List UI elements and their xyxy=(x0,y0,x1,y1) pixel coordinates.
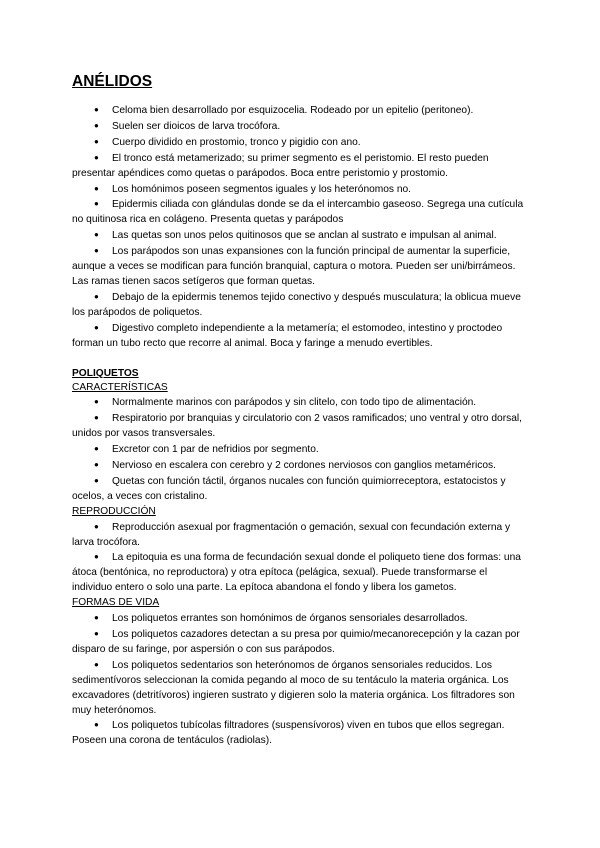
list-item xyxy=(72,550,530,596)
list-item xyxy=(72,244,530,290)
bullet-icon: ● xyxy=(94,521,99,531)
list-item-text: Digestivo completo independiente a la metamería; el estomodeo, intestino y proctodeo forman un tubo recto que recorre al animal. Boca y faringe a menudo evertibles. xyxy=(72,322,503,349)
list-item xyxy=(72,442,530,458)
caracteristicas-list xyxy=(72,395,530,504)
list-item-text: Los poliquetos sedentarios son heterónomos de órganos sensoriales reducidos. Los sedimentívoros seleccionan la comida pegando al moco de su tentáculo la materia orgánica. Los excavadores (detritívoros) ingieren sustrato y digieren solo la materia orgánica. Los filtradores son muy heterónomos. xyxy=(72,659,515,716)
bullet-icon: ● xyxy=(94,397,99,407)
page-title: ANÉLIDOS xyxy=(72,73,153,90)
bullet-icon: ● xyxy=(94,105,99,114)
bullet-icon: ● xyxy=(94,413,99,423)
list-item-text: Excretor con 1 par de nefridios por segmento. xyxy=(112,444,319,456)
list-item xyxy=(72,290,530,321)
list-item-text: Normalmente marinos con parápodos y sin clitelo, con todo tipo de alimentación. xyxy=(112,397,477,409)
list-item xyxy=(72,474,530,505)
bullet-icon: ● xyxy=(94,613,99,623)
list-item-text: Los poliquetos errantes son homónimos de órganos sensoriales desarrollados. xyxy=(112,613,468,625)
bullet-icon: ● xyxy=(94,199,99,209)
bullet-icon: ● xyxy=(94,552,99,562)
bullet-icon: ● xyxy=(94,444,99,454)
list-item-text: Reproducción asexual por fragmentación o gemación, sexual con fecundación externa y larva trocófora. xyxy=(72,521,511,548)
list-item-text: Respiratorio por branquias y circulatorio con 2 vasos ramificados; uno ventral y otro dorsal, unidos por vasos transversales. xyxy=(72,413,522,440)
bullet-icon: ● xyxy=(94,291,99,301)
list-item-text: Suelen ser dioicos de larva trocófora. xyxy=(112,120,281,132)
bullet-icon: ● xyxy=(94,136,99,146)
list-item xyxy=(72,458,530,474)
bullet-icon: ● xyxy=(94,460,99,470)
bullet-icon: ● xyxy=(94,246,99,256)
subheading-formas-de-vida: FORMAS DE VIDA xyxy=(72,597,160,609)
list-item xyxy=(72,658,530,719)
list-item-text: Celoma bien desarrollado por esquizocelia. Rodeado por un epitelio (peritoneo). xyxy=(112,105,474,116)
reproduccion-list xyxy=(72,520,530,597)
list-item xyxy=(72,103,530,119)
list-item-text: Las quetas son unos pelos quitinosos que se anclan al sustrato e impulsan al animal. xyxy=(112,230,497,242)
list-item xyxy=(72,321,530,352)
list-item-text: Debajo de la epidermis tenemos tejido conectivo y después musculatura; la oblicua mueve los parápodos de poliquetos. xyxy=(72,291,521,318)
section-gap xyxy=(72,352,530,366)
section-heading-poliquetos: POLIQUETOS xyxy=(72,367,139,379)
list-item-text: Quetas con función táctil, órganos nucales con función quimiorreceptora, estatocistos y ocelos, a veces con cristalino. xyxy=(72,475,506,502)
bullet-icon: ● xyxy=(94,720,99,730)
list-item xyxy=(72,627,530,658)
bullet-icon: ● xyxy=(94,230,99,240)
list-item xyxy=(72,395,530,411)
list-item-text: Los parápodos son unas expansiones con la función principal de aumentar la superficie, aunque a veces se modifican para función branquial, captura o motora. Pueden ser uni/birrámeos. Las ramas tienen sacos setígeros que forman quetas. xyxy=(72,246,516,287)
list-item xyxy=(72,228,530,244)
intro-list xyxy=(72,103,530,352)
list-item-text: Epidermis ciliada con glándulas donde se da el intercambio gaseoso. Segrega una cutícula no quitinosa rica en colágeno. Presenta quetas y parápodos xyxy=(72,199,524,226)
bullet-icon: ● xyxy=(94,475,99,485)
bullet-icon: ● xyxy=(94,322,99,332)
list-item xyxy=(72,182,530,198)
list-item xyxy=(72,411,530,442)
list-item-text: Los poliquetos tubícolas filtradores (suspensívoros) viven en tubos que ellos segregan. Poseen una corona de tentáculos (radiolas). xyxy=(72,720,505,747)
list-item-text: Los homónimos poseen segmentos iguales y los heterónomos no. xyxy=(112,183,412,195)
list-item-text: Cuerpo dividido en prostomio, tronco y pigidio con ano. xyxy=(112,136,361,148)
list-item xyxy=(72,718,530,749)
formas-de-vida-list xyxy=(72,611,530,749)
subheading-reproduccion: REPRODUCCIÓN xyxy=(72,505,156,517)
list-item-text: El tronco está metamerizado; su primer segmento es el peristomio. El resto pueden presentar apéndices como quetas o parápodos. Boca entre peristomio y prostomio. xyxy=(72,152,489,179)
list-item xyxy=(72,611,530,627)
bullet-icon: ● xyxy=(94,120,99,130)
bullet-icon: ● xyxy=(94,659,99,669)
list-item xyxy=(72,520,530,551)
list-item-text: Los poliquetos cazadores detectan a su presa por quimio/mecanorecepción y la cazan por disparo de su faringe, por aspersión o con sus parápodos. xyxy=(72,629,520,655)
subheading-caracteristicas: CARACTERÍSTICAS xyxy=(72,381,168,393)
list-item xyxy=(72,197,530,228)
list-item xyxy=(72,151,530,182)
list-item-text: La epitoquia es una forma de fecundación sexual donde el poliqueto tiene dos formas: una átoca (bentónica, no reproductora) y otra epítoca (pelágica, sexual). Puede transformarse el individuo entero o solo una parte. La epítoca abandona el fondo y libera los gametos. xyxy=(72,552,521,594)
list-item xyxy=(72,119,530,135)
list-item-text: Nervioso en escalera con cerebro y 2 cordones nerviosos con ganglios metaméricos. xyxy=(112,460,496,472)
bullet-icon: ● xyxy=(94,629,99,638)
bullet-icon: ● xyxy=(94,183,99,193)
bullet-icon: ● xyxy=(94,152,99,162)
document-content xyxy=(72,72,530,749)
list-item xyxy=(72,135,530,151)
